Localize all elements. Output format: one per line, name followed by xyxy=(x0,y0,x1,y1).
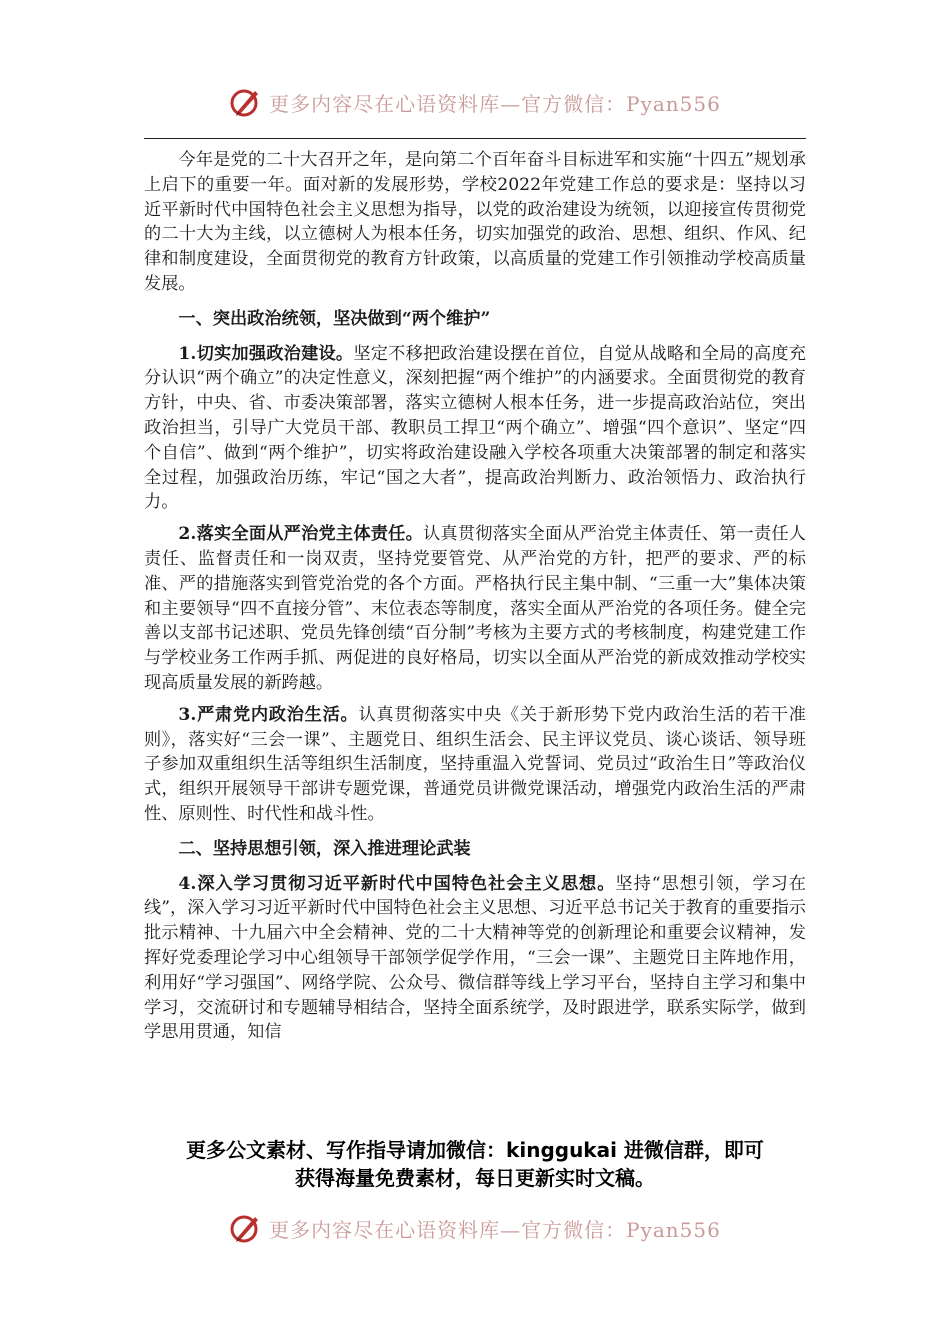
header-divider xyxy=(144,138,806,139)
pen-logo-icon xyxy=(229,1211,263,1245)
promo-line-2: 获得海量免费素材，每日更新实时文稿。 xyxy=(295,1166,655,1190)
item-1-body: 坚定不移把政治建设摆在首位，自觉从战略和全局的高度充分认识“两个确立”的决定性意义，深刻把握“两个维护”的内涵要求。全面贯彻党的教育方针，中央、省、市委决策部署，落实立德树人根本任务，进一步提高政治站位，突出政治担当，引导广大党员干部、教职员工捍卫“两个确立”、增强“四个意识”、坚定“四个自信”、做到“两个维护”，切实将政治建设融入学校各项重大决策部署的制定和落实全过程，加强政治历练，牢记“国之大者”，提高政治判断力、政治领悟力、政治执行力。 xyxy=(144,343,806,513)
footer-watermark-text: 更多内容尽在心语资料库—官方微信：Pyan556 xyxy=(269,1217,721,1242)
item-1-paragraph xyxy=(144,342,806,516)
section-heading-1: 一、突出政治统领，坚决做到“两个维护” xyxy=(178,308,491,329)
item-3-paragraph xyxy=(144,703,806,827)
item-3-title: 3.严肃党内政治生活。 xyxy=(178,704,359,725)
item-4-title: 4.深入学习贯彻习近平新时代中国特色社会主义思想。 xyxy=(178,873,616,894)
promo-line-1: 更多公文素材、写作指导请加微信：kinggukai 进微信群，即可 xyxy=(186,1138,764,1162)
section-heading-2: 二、坚持思想引领，深入推进理论武装 xyxy=(178,838,471,859)
document-body xyxy=(144,148,806,1045)
item-2-paragraph xyxy=(144,522,806,696)
item-4-body: 坚持“思想引领，学习在线”，深入学习习近平新时代中国特色社会主义思想、习近平总书记关于教育的重要指示批示精神、十九届六中全会精神、党的二十大精神等党的创新理论和重要会议精神，发挥好党委理论学习中心组领导干部领学促学作用，“三会一课”、主题党日主阵地作用，利用好“学习强国”、网络学院、公众号、微信群等线上学习平台，坚持自主学习和集中学习，交流研讨和专题辅导相结合，坚持全面系统学，及时跟进学，联系实际学，做到学思用贯通，知信 xyxy=(144,873,806,1043)
item-2-body: 认真贯彻落实全面从严治党主体责任、第一责任人责任、监督责任和一岗双责，坚持党要管党、从严治党的方针，把严的要求、严的标准、严的措施落实到管党治党的各个方面。严格执行民主集中制、“三重一大”集体决策和主要领导“四不直接分管”、末位表态等制度，落实全面从严治党的各项任务。健全完善以支部书记述职、党员先锋创绩“百分制”考核为主要方式的考核制度，构建党建工作与学校业务工作两手抓、两促进的良好格局，切实以全面从严治党的新成效推动学校实现高质量发展的新跨越。 xyxy=(144,524,806,693)
intro-paragraph: 今年是党的二十大召开之年，是向第二个百年奋斗目标进军和实施“十四五”规划承上启下的重要一年。面对新的发展形势，学校2022年党建工作总的要求是：坚持以习近平新时代中国特色社会主义思想为指导，以党的政治建设为统领，以迎接宣传贯彻党的二十大为主线，以立德树人为根本任务，切实加强党的政治、思想、组织、作风、纪律和制度建设，全面贯彻党的教育方针政策，以高质量的党建工作引领推动学校高质量发展。 xyxy=(144,150,806,294)
header-watermark-banner xyxy=(0,82,950,122)
item-2-title: 2.落实全面从严治党主体责任。 xyxy=(178,524,424,545)
pen-logo-icon xyxy=(229,85,263,119)
promo-notice xyxy=(0,1136,950,1192)
header-watermark-text: 更多内容尽在心语资料库—官方微信：Pyan556 xyxy=(269,91,721,116)
item-4-paragraph xyxy=(144,872,806,1046)
item-3-body: 认真贯彻落实中央《关于新形势下党内政治生活的若干准则》，落实好“三会一课”、主题党日、组织生活会、民主评议党员、谈心谈话、领导班子参加双重组织生活等组织生活制度，坚持重温入党誓词、党员过“政治生日”等政治仪式，组织开展领导干部讲专题党课，普通党员讲微党课活动，增强党内政治生活的严肃性、原则性、时代性和战斗性。 xyxy=(144,704,806,824)
item-1-title: 1.切实加强政治建设。 xyxy=(178,343,354,364)
footer-watermark-banner xyxy=(0,1208,950,1248)
